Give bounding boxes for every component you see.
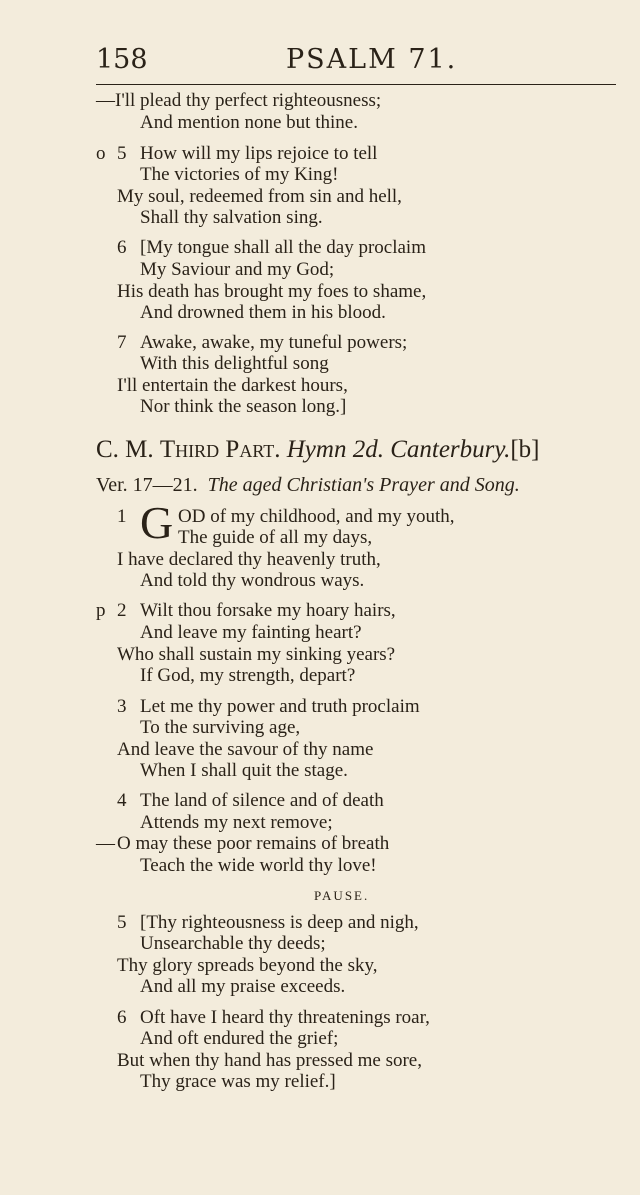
verse-line: I have declared thy heavenly truth,	[117, 549, 381, 570]
verse-number: 6	[117, 1007, 127, 1028]
verse-number: 4	[117, 790, 127, 811]
verse-number: 6	[117, 237, 127, 258]
verse-line: Thy grace was my relief.]	[140, 1071, 336, 1092]
verse-line: —I'll plead thy perfect righteousness;	[96, 90, 382, 111]
dynamics-mark: p	[96, 600, 106, 621]
verse-number: 5	[117, 912, 127, 933]
verse-line: Attends my next remove;	[140, 812, 333, 833]
verse-line: Wilt thou forsake my hoary hairs,	[140, 600, 396, 621]
verse-line: And drowned them in his blood.	[140, 302, 386, 323]
part-heading	[96, 436, 616, 468]
verse-line: My soul, redeemed from sin and hell,	[117, 186, 402, 207]
verse-reference	[96, 474, 616, 497]
verse-line: And leave my fainting heart?	[140, 622, 362, 643]
verse-line: Shall thy salvation sing.	[140, 207, 323, 228]
verse-line: The guide of all my days,	[178, 527, 373, 548]
verse-line: Unsearchable thy deeds;	[140, 933, 326, 954]
verse-number: 5	[117, 143, 127, 164]
verse-line: I'll entertain the darkest hours,	[117, 375, 348, 396]
dynamics-mark: o	[96, 143, 106, 164]
key-label: [b]	[510, 436, 540, 463]
verse-line: When I shall quit the stage.	[140, 760, 348, 781]
verse-line: To the surviving age,	[140, 717, 301, 738]
verse-line: And mention none but thine.	[140, 112, 358, 133]
meter-label: C. M.	[96, 436, 154, 463]
verse-number: 2	[117, 600, 127, 621]
verse-line: And leave the savour of thy name	[117, 739, 374, 760]
verse-line: But when thy hand has pressed me sore,	[117, 1050, 422, 1071]
verse-line: Teach the wide world thy love!	[140, 855, 377, 876]
verse-line: My Saviour and my God;	[140, 259, 335, 280]
verse-line: The victories of my King!	[140, 164, 339, 185]
pause-label: PAUSE.	[314, 888, 370, 903]
verse-line: His death has brought my foes to shame,	[117, 281, 427, 302]
drop-cap: G	[140, 497, 174, 548]
verse-number: 7	[117, 332, 127, 353]
dash-mark: —	[96, 833, 115, 854]
verse-line: How will my lips rejoice to tell	[140, 143, 378, 164]
verse-line: O may these poor remains of breath	[117, 833, 390, 854]
verse-line: Who shall sustain my sinking years?	[117, 644, 396, 665]
verse-line: OD of my childhood, and my youth,	[178, 506, 455, 527]
verse-number: 1	[117, 506, 127, 527]
header-rule	[96, 84, 616, 85]
hymn-tune: Hymn 2d. Canterbury.	[286, 436, 511, 463]
page-number: 158	[96, 44, 148, 75]
psalm-title: PSALM 71.	[286, 44, 458, 75]
verse-line: Thy glory spreads beyond the sky,	[117, 955, 378, 976]
verse-line: [Thy righteousness is deep and nigh,	[140, 912, 419, 933]
verse-line: If God, my strength, depart?	[140, 665, 356, 686]
verse-line: Let me thy power and truth proclaim	[140, 696, 420, 717]
verse-line: Nor think the season long.]	[140, 396, 347, 417]
verse-line: The land of silence and of death	[140, 790, 384, 811]
verse-line: Oft have I heard thy threatenings roar,	[140, 1007, 430, 1028]
verse-line: Awake, awake, my tuneful powers;	[140, 332, 408, 353]
verse-line: And told thy wondrous ways.	[140, 570, 365, 591]
verse-line: [My tongue shall all the day proclaim	[140, 237, 426, 258]
part-label: Third Part.	[159, 436, 281, 463]
hymn-subtitle: The aged Christian's Prayer and Song.	[207, 474, 520, 496]
verse-line: With this delightful song	[140, 353, 329, 374]
verse-number: 3	[117, 696, 127, 717]
verse-line: And oft endured the grief;	[140, 1028, 339, 1049]
page-header	[96, 44, 616, 84]
verse-range: Ver. 17—21.	[96, 474, 198, 496]
verse-line: And all my praise exceeds.	[140, 976, 346, 997]
